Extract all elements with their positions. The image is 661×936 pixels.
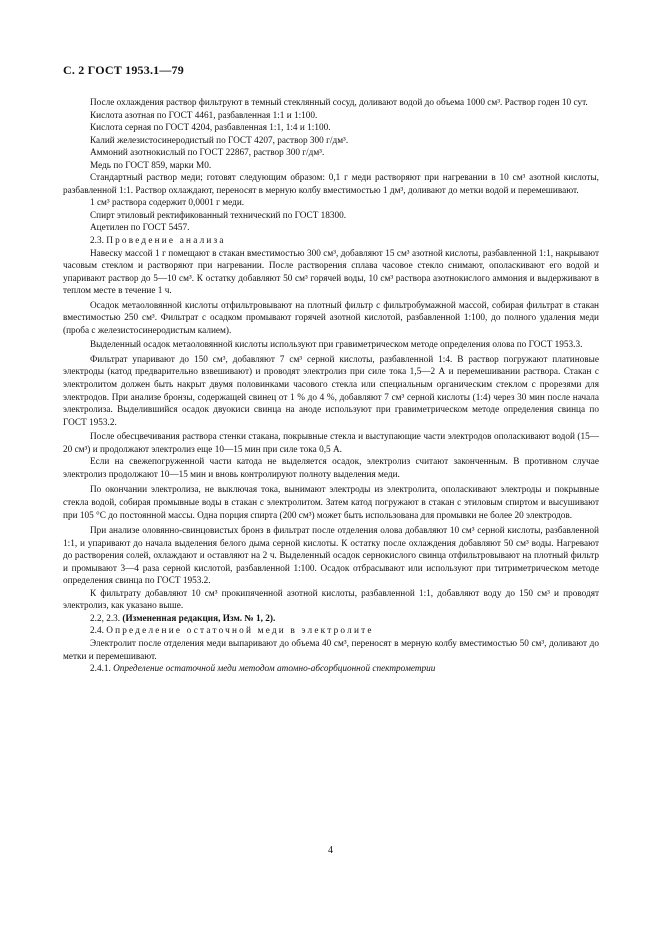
note-number: 2.2, 2.3. xyxy=(90,613,121,624)
paragraph: Калий железистосинеродистый по ГОСТ 4207, раствор 300 г/дм³. xyxy=(90,135,349,146)
paragraph: Аммоний азотнокислый по ГОСТ 22867, раствор 300 г/дм³. xyxy=(90,148,325,159)
page-header: С. 2 ГОСТ 1953.1—79 xyxy=(63,63,184,77)
paragraph: После охлаждения раствор фильтруют в темный стеклянный сосуд, доливают водой до объема 1000 см³. Раствор годен 10 сут. xyxy=(90,98,588,108)
paragraph: Стандартный раствор меди; готовят следующим образом: 0,1 г меди растворяют при нагревании в 10 см³ азотной кислоты, разбавленной 1:1. Раствор охлаждают, переносят в мерную колбу вместимостью 1 дм³, доливают до метки водой и перемешивают. xyxy=(63,173,599,196)
section-number: 2.3. xyxy=(90,236,104,247)
section-title: Определение остаточной меди в электролите xyxy=(106,626,374,637)
paragraph: Электролит после отделения меди выпаривают до объема 40 см³, переносят в мерную колбу вместимостью 50 см³, доливают до метки и перемешивают. xyxy=(63,638,599,662)
section-title: Проведение анализа xyxy=(106,236,226,247)
paragraph: Спирт этиловый ректификованный технический по ГОСТ 18300. xyxy=(90,210,347,221)
paragraph: Ацетилен по ГОСТ 5457. xyxy=(90,223,190,234)
subsection-heading-2-4-1 xyxy=(63,663,599,676)
paragraph: Осадок метаоловянной кислоты отфильтровывают на плотный фильтр с фильтробумажной массой, собирая фильтрат в стакан вместимостью 250 см³. Фильтрат с осадком промывают горячей азотной кислотой, разбавленной 1:100, до полного удаления меди (проба с железистосинеродистым калием). xyxy=(63,300,599,336)
paragraph: Кислота серная по ГОСТ 4204, разбавленная 1:1, 1:4 и 1:100. xyxy=(90,123,331,134)
paragraph: Выделенный осадок метаоловянной кислоты используют при гравиметрическом методе определения олова по ГОСТ 1953.3. xyxy=(90,340,583,351)
paragraph: Медь по ГОСТ 859, марки М0. xyxy=(90,160,212,171)
paragraph: К фильтрату добавляют 10 см³ прокипяченной азотной кислоты, разбавленной 1:1, добавляют воду до 150 см³ и проводят электролиз, как указано выше. xyxy=(63,588,599,612)
section-number: 2.4.1. xyxy=(90,664,111,675)
page-number: 4 xyxy=(328,845,333,856)
paragraph: При анализе оловянно-свинцовистых бронз в фильтрат после отделения олова добавляют 10 см³ серной кислоты, разбавленной 1:1, и упаривают до начала выделения белого дыма серной кислоты. К остатку после охлаждения добавляют 50 см³ воды. Нагревают до растворения солей, охлаждают и оставляют на 2 ч. Выделенный осадок сернокислого свинца отфильтровывают на плотный фильтр и промывают 3—4 раза серной кислотой, разбавленной 1:100. Осадок отбрасывают или используют при титриметрическом методе определения свинца по ГОСТ 1953.2. xyxy=(63,526,599,587)
paragraph: Если на свежепогруженной части катода не выделяется осадок, электролиз считают законченным. В противном случае электролиз продолжают 10—15 мин и вновь контролируют полноту выделения меди. xyxy=(63,457,599,480)
section-heading-2-3 xyxy=(63,235,599,248)
note-text: (Измененная редакция, Изм. № 1, 2). xyxy=(122,613,276,624)
document-body xyxy=(63,97,599,676)
section-number: 2.4. xyxy=(90,626,104,637)
paragraph: 1 см³ раствора содержит 0,0001 г меди. xyxy=(90,198,245,209)
section-heading-2-4 xyxy=(63,625,599,638)
section-title: Определение остаточной меди методом атомно-абсорбционной спектрометрии xyxy=(113,664,436,675)
paragraph: По окончании электролиза, не выключая тока, вынимают электроды из электролита, ополаскивают электроды и покрывные стекла водой, собирая промывные воды в стакан с электролитом. Затем катод погружают в стакан с этиловым спиртом и высушивают при 105 °С до постоянной массы. Одна порция спирта (200 см³) может быть использована для промывки не более 20 электродов. xyxy=(63,485,599,521)
paragraph: Фильтрат упаривают до 150 см³, добавляют 7 см³ серной кислоты, разбавленной 1:4. В раствор погружают платиновые электроды (катод предварительно взвешивают) и проводят электролиз при силе тока 1,5—2 А и перемешивании раствора. Стакан с электролитом должен быть накрыт двумя половинками часового стекла или специальным органическим стеклом с прорезями для электродов. При анализе бронзы, содержащей свинец от 1 % до 4 %, добавляют 7 см³ серной кислоты (1:4) через 30 мин после начала электролиза. Выделившийся осадок двуокиси свинца на аноде используют при гравиметрическом методе определения свинца по ГОСТ 1953.2. xyxy=(63,354,599,428)
paragraph: Кислота азотная по ГОСТ 4461, разбавленная 1:1 и 1:100. xyxy=(90,110,318,121)
paragraph: Навеску массой 1 г помещают в стакан вместимостью 300 см³, добавляют 15 см³ азотной кислоты, разбавленной 1:1, накрывают часовым стеклом и растворяют при нагревании. После растворения сплава часовое стекло снимают, ополаскивают его водой и упаривают раствор до 5—10 см³. К остатку добавляют 50 см³ горячей воды, 10 см³ раствора азотнокислого аммония и выдерживают в теплом месте в течение 1 ч. xyxy=(63,248,599,297)
paragraph: После обесцвечивания раствора стенки стакана, покрывные стекла и выступающие части электродов ополаскивают водой (15—20 см³) и продолжают электролиз еще 10—15 мин при силе тока 0,5 А. xyxy=(63,432,599,455)
amendment-note xyxy=(63,613,599,626)
